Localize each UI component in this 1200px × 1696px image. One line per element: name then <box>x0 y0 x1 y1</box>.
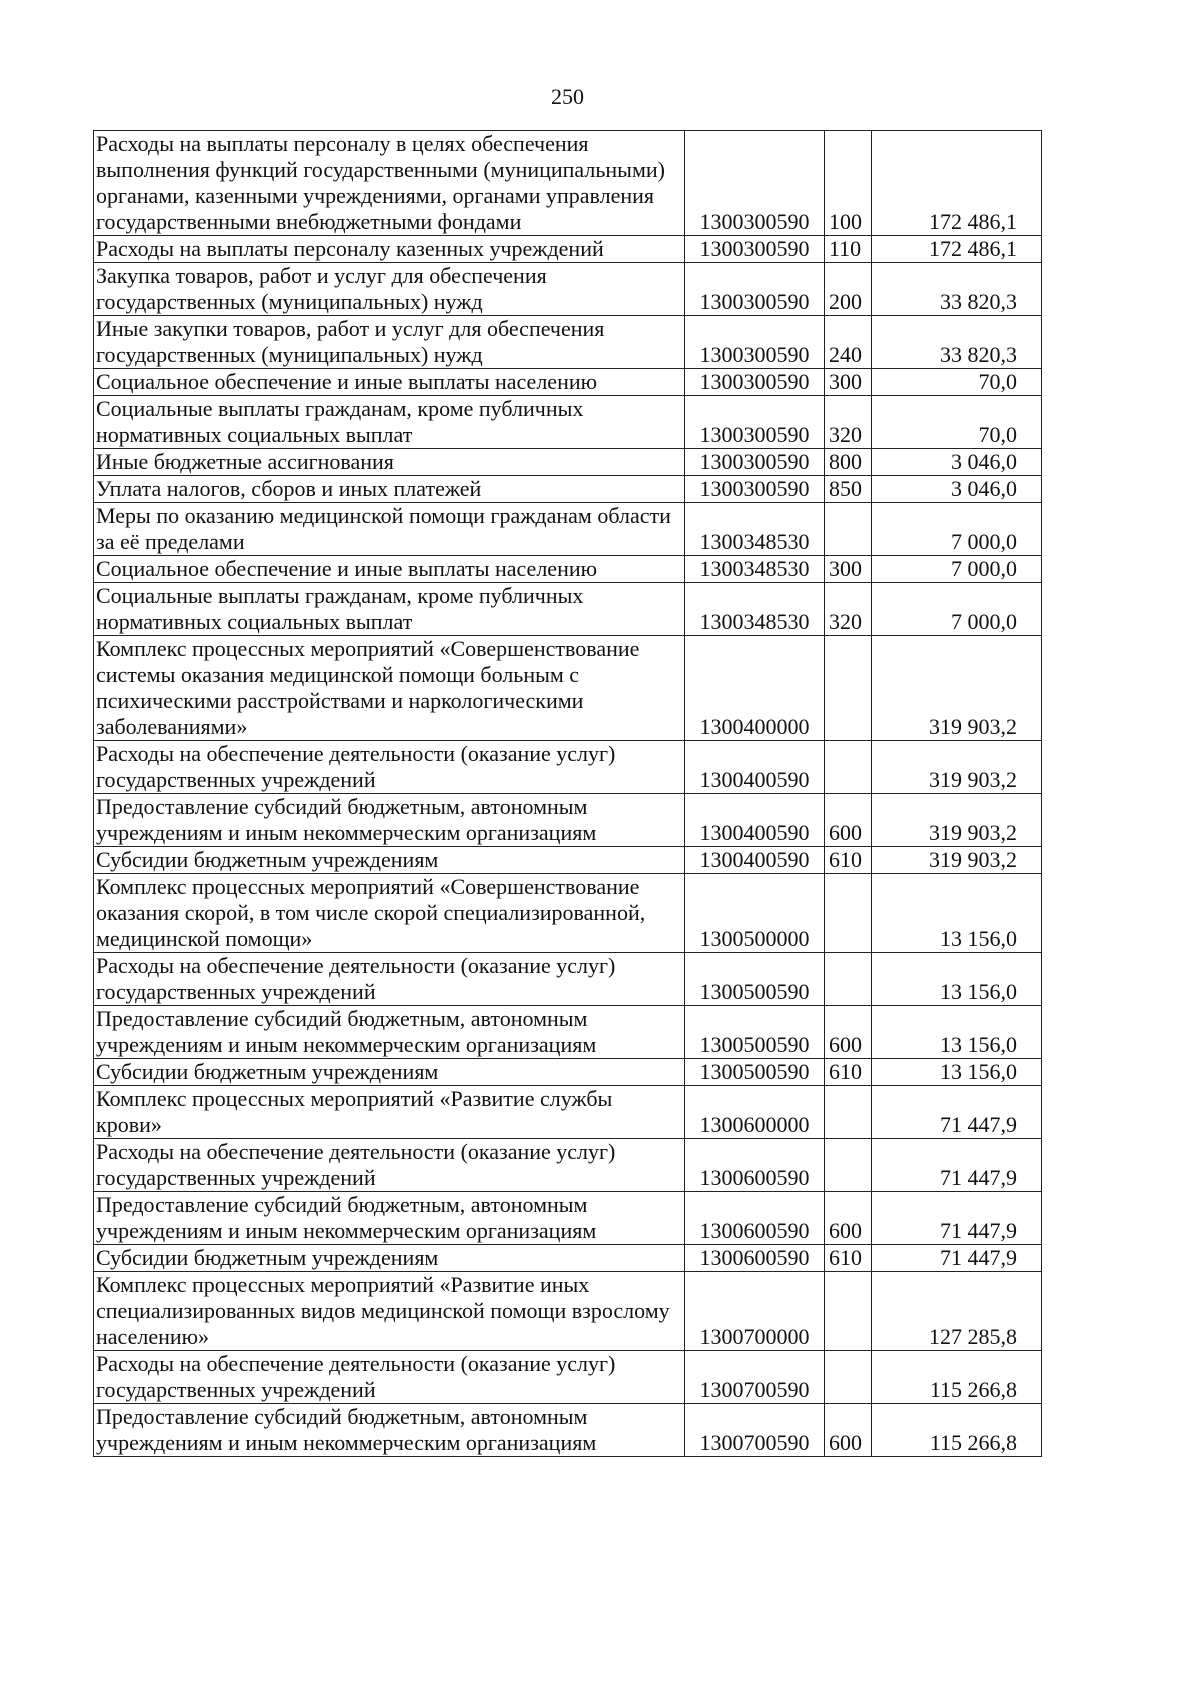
row-name-cell: Комплекс процессных мероприятий «Совершенствование оказания скорой, в том числе скорой специализированной, медицинской помощи» <box>94 874 685 953</box>
row-amount-cell: 13 156,0 <box>872 953 1042 1006</box>
table-row <box>94 1006 1042 1059</box>
row-name-cell: Меры по оказанию медицинской помощи гражданам области за её пределами <box>94 503 685 556</box>
budget-table <box>93 130 1042 1457</box>
table-row <box>94 741 1042 794</box>
row-type-cell <box>825 636 872 741</box>
row-name-cell: Расходы на обеспечение деятельности (оказание услуг) государственных учреждений <box>94 1139 685 1192</box>
row-amount-cell: 13 156,0 <box>872 1059 1042 1086</box>
row-name-cell: Уплата налогов, сборов и иных платежей <box>94 476 685 503</box>
row-amount-cell: 3 046,0 <box>872 449 1042 476</box>
row-code-cell: 1300600590 <box>685 1192 825 1245</box>
table-row <box>94 369 1042 396</box>
table-row <box>94 953 1042 1006</box>
table-row <box>94 1086 1042 1139</box>
table-row <box>94 556 1042 583</box>
row-name-cell: Предоставление субсидий бюджетным, автономным учреждениям и иным некоммерческим организациям <box>94 1192 685 1245</box>
row-code-cell: 1300300590 <box>685 236 825 263</box>
row-name-cell: Субсидии бюджетным учреждениям <box>94 847 685 874</box>
row-name-cell: Предоставление субсидий бюджетным, автономным учреждениям и иным некоммерческим организациям <box>94 794 685 847</box>
row-amount-cell: 7 000,0 <box>872 503 1042 556</box>
row-code-cell: 1300300590 <box>685 316 825 369</box>
table-row <box>94 1245 1042 1272</box>
row-name-cell: Социальные выплаты гражданам, кроме публичных нормативных социальных выплат <box>94 583 685 636</box>
row-amount-cell: 13 156,0 <box>872 874 1042 953</box>
row-name-cell: Субсидии бюджетным учреждениям <box>94 1245 685 1272</box>
row-code-cell: 1300348530 <box>685 503 825 556</box>
row-amount-cell: 71 447,9 <box>872 1192 1042 1245</box>
row-amount-cell: 319 903,2 <box>872 794 1042 847</box>
row-type-cell <box>825 1272 872 1351</box>
row-type-cell: 300 <box>825 369 872 396</box>
table-row <box>94 316 1042 369</box>
row-type-cell: 300 <box>825 556 872 583</box>
row-code-cell: 1300300590 <box>685 263 825 316</box>
row-code-cell: 1300400000 <box>685 636 825 741</box>
row-type-cell: 600 <box>825 1404 872 1457</box>
table-row <box>94 476 1042 503</box>
table-row <box>94 396 1042 449</box>
row-type-cell <box>825 503 872 556</box>
row-name-cell: Социальные выплаты гражданам, кроме публичных нормативных социальных выплат <box>94 396 685 449</box>
table-row <box>94 1139 1042 1192</box>
row-type-cell: 610 <box>825 847 872 874</box>
row-name-cell: Расходы на обеспечение деятельности (оказание услуг) государственных учреждений <box>94 741 685 794</box>
row-name-cell: Расходы на обеспечение деятельности (оказание услуг) государственных учреждений <box>94 953 685 1006</box>
row-code-cell: 1300700590 <box>685 1404 825 1457</box>
row-code-cell: 1300300590 <box>685 396 825 449</box>
row-code-cell: 1300600590 <box>685 1139 825 1192</box>
table-row <box>94 131 1042 236</box>
row-amount-cell: 71 447,9 <box>872 1139 1042 1192</box>
row-amount-cell: 7 000,0 <box>872 556 1042 583</box>
row-code-cell: 1300700590 <box>685 1351 825 1404</box>
table-row <box>94 874 1042 953</box>
row-amount-cell: 127 285,8 <box>872 1272 1042 1351</box>
row-code-cell: 1300348530 <box>685 556 825 583</box>
row-code-cell: 1300600590 <box>685 1245 825 1272</box>
row-amount-cell: 115 266,8 <box>872 1404 1042 1457</box>
row-amount-cell: 319 903,2 <box>872 636 1042 741</box>
row-type-cell: 850 <box>825 476 872 503</box>
row-type-cell: 200 <box>825 263 872 316</box>
row-name-cell: Иные бюджетные ассигнования <box>94 449 685 476</box>
table-row <box>94 583 1042 636</box>
row-code-cell: 1300348530 <box>685 583 825 636</box>
table-row <box>94 1404 1042 1457</box>
table-row <box>94 794 1042 847</box>
row-type-cell: 100 <box>825 131 872 236</box>
row-name-cell: Расходы на выплаты персоналу казенных учреждений <box>94 236 685 263</box>
table-row <box>94 847 1042 874</box>
row-code-cell: 1300300590 <box>685 449 825 476</box>
row-type-cell: 800 <box>825 449 872 476</box>
row-type-cell: 610 <box>825 1245 872 1272</box>
row-code-cell: 1300500590 <box>685 953 825 1006</box>
table-row <box>94 236 1042 263</box>
row-amount-cell: 33 820,3 <box>872 316 1042 369</box>
row-type-cell <box>825 874 872 953</box>
row-type-cell: 240 <box>825 316 872 369</box>
row-type-cell: 320 <box>825 396 872 449</box>
row-code-cell: 1300300590 <box>685 369 825 396</box>
row-code-cell: 1300400590 <box>685 741 825 794</box>
row-amount-cell: 70,0 <box>872 369 1042 396</box>
row-code-cell: 1300400590 <box>685 794 825 847</box>
table-row <box>94 503 1042 556</box>
table-row <box>94 449 1042 476</box>
row-type-cell: 320 <box>825 583 872 636</box>
row-amount-cell: 115 266,8 <box>872 1351 1042 1404</box>
row-name-cell: Расходы на выплаты персоналу в целях обеспечения выполнения функций государственными (муниципальными) органами, казенными учреждениями, органами управления государственными внебюджетными фондами <box>94 131 685 236</box>
row-code-cell: 1300600000 <box>685 1086 825 1139</box>
row-name-cell: Социальное обеспечение и иные выплаты населению <box>94 369 685 396</box>
row-name-cell: Комплекс процессных мероприятий «Совершенствование системы оказания медицинской помощи больным с психическими расстройствами и наркологическими заболеваниями» <box>94 636 685 741</box>
row-code-cell: 1300500000 <box>685 874 825 953</box>
row-code-cell: 1300500590 <box>685 1059 825 1086</box>
row-type-cell: 600 <box>825 1192 872 1245</box>
row-amount-cell: 3 046,0 <box>872 476 1042 503</box>
row-amount-cell: 319 903,2 <box>872 741 1042 794</box>
page-number: 250 <box>551 84 584 109</box>
table-row <box>94 263 1042 316</box>
row-name-cell: Закупка товаров, работ и услуг для обеспечения государственных (муниципальных) нужд <box>94 263 685 316</box>
row-amount-cell: 172 486,1 <box>872 236 1042 263</box>
row-type-cell: 600 <box>825 794 872 847</box>
row-code-cell: 1300700000 <box>685 1272 825 1351</box>
row-name-cell: Субсидии бюджетным учреждениям <box>94 1059 685 1086</box>
table-row <box>94 1351 1042 1404</box>
row-code-cell: 1300400590 <box>685 847 825 874</box>
row-code-cell: 1300300590 <box>685 131 825 236</box>
row-amount-cell: 70,0 <box>872 396 1042 449</box>
row-name-cell: Иные закупки товаров, работ и услуг для обеспечения государственных (муниципальных) нужд <box>94 316 685 369</box>
row-name-cell: Социальное обеспечение и иные выплаты населению <box>94 556 685 583</box>
row-type-cell: 600 <box>825 1006 872 1059</box>
row-type-cell: 110 <box>825 236 872 263</box>
row-amount-cell: 319 903,2 <box>872 847 1042 874</box>
table-row <box>94 1059 1042 1086</box>
row-name-cell: Предоставление субсидий бюджетным, автономным учреждениям и иным некоммерческим организациям <box>94 1006 685 1059</box>
row-type-cell <box>825 1086 872 1139</box>
row-name-cell: Предоставление субсидий бюджетным, автономным учреждениям и иным некоммерческим организациям <box>94 1404 685 1457</box>
row-amount-cell: 7 000,0 <box>872 583 1042 636</box>
row-name-cell: Комплекс процессных мероприятий «Развитие службы крови» <box>94 1086 685 1139</box>
row-amount-cell: 172 486,1 <box>872 131 1042 236</box>
row-amount-cell: 33 820,3 <box>872 263 1042 316</box>
row-code-cell: 1300300590 <box>685 476 825 503</box>
table-row <box>94 1272 1042 1351</box>
row-name-cell: Комплекс процессных мероприятий «Развитие иных специализированных видов медицинской помощи взрослому населению» <box>94 1272 685 1351</box>
row-code-cell: 1300500590 <box>685 1006 825 1059</box>
row-amount-cell: 71 447,9 <box>872 1086 1042 1139</box>
table-row <box>94 1192 1042 1245</box>
table-row <box>94 636 1042 741</box>
row-type-cell: 610 <box>825 1059 872 1086</box>
row-type-cell <box>825 1139 872 1192</box>
row-type-cell <box>825 953 872 1006</box>
row-amount-cell: 13 156,0 <box>872 1006 1042 1059</box>
row-type-cell <box>825 1351 872 1404</box>
row-name-cell: Расходы на обеспечение деятельности (оказание услуг) государственных учреждений <box>94 1351 685 1404</box>
row-type-cell <box>825 741 872 794</box>
row-amount-cell: 71 447,9 <box>872 1245 1042 1272</box>
